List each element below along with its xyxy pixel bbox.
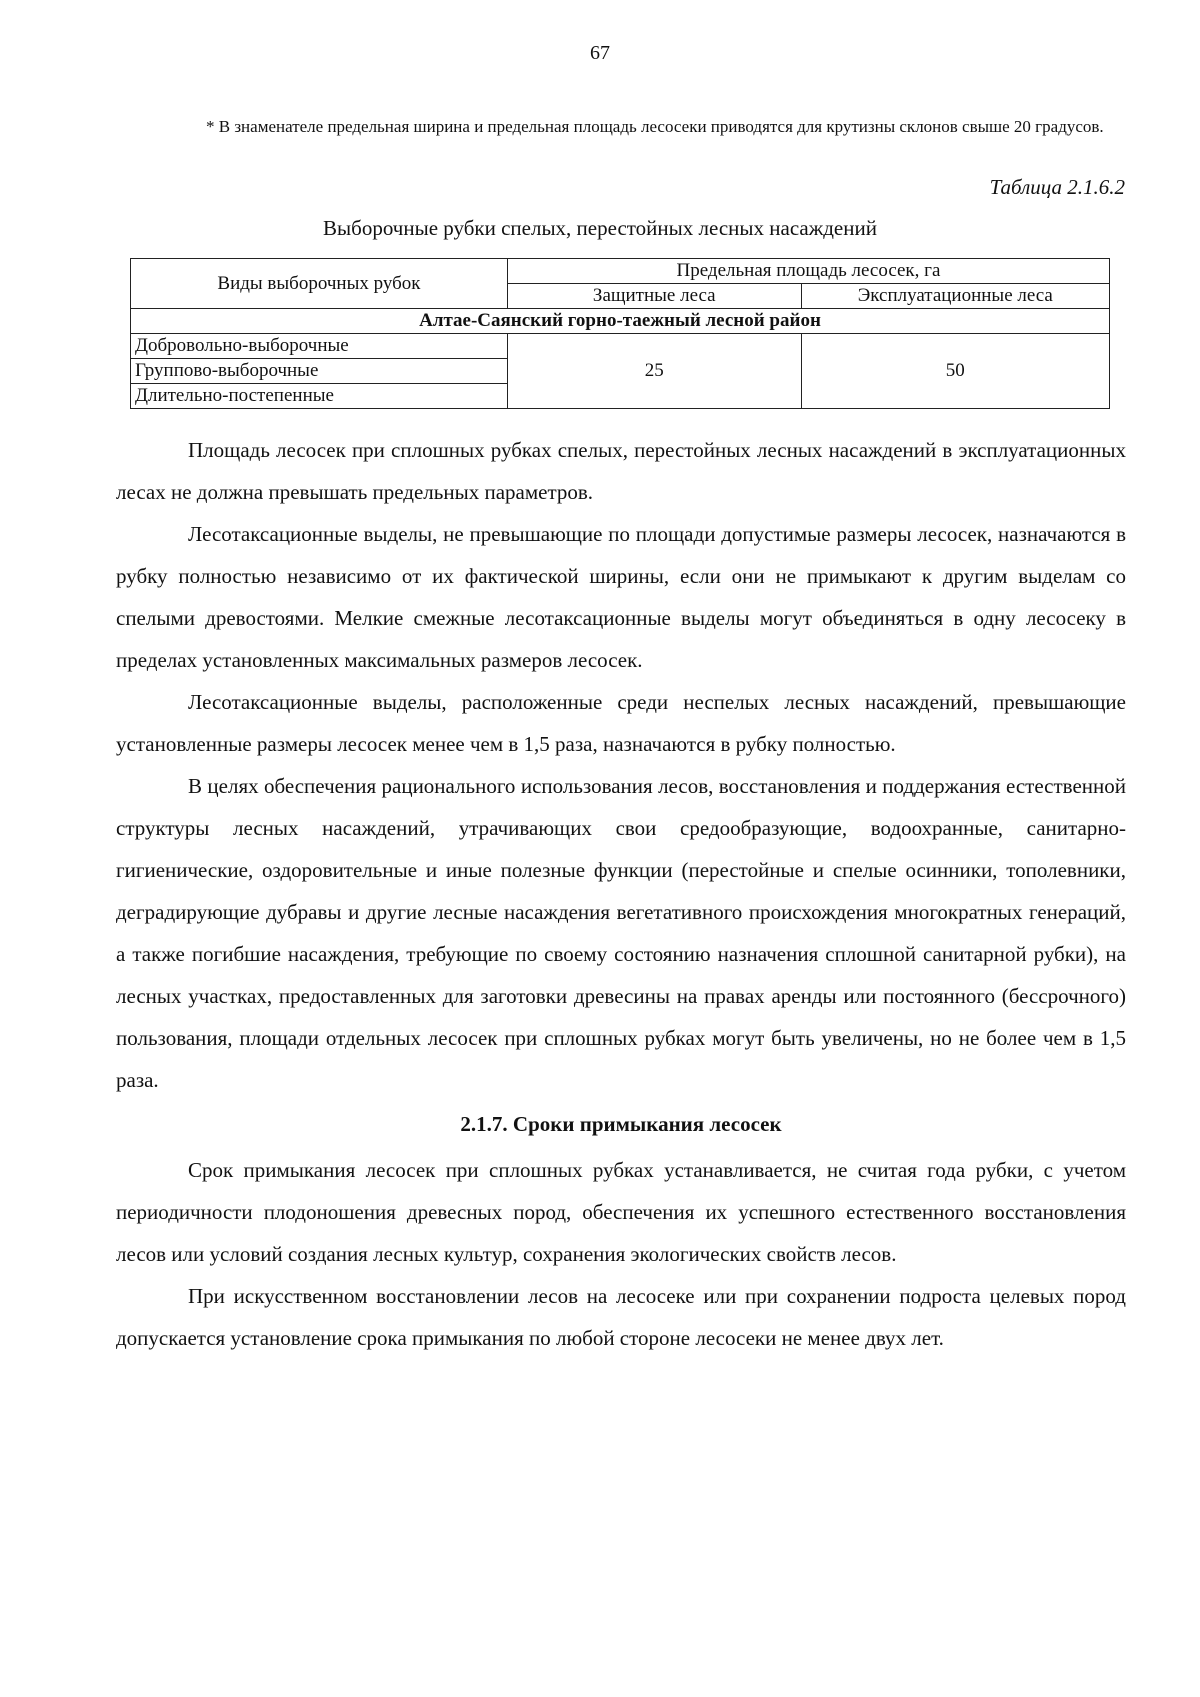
table-label: Таблица 2.1.6.2 [989, 175, 1125, 199]
body-text [116, 429, 1126, 1359]
table-title: Выборочные рубки спелых, перестойных лесных насаждений [323, 216, 877, 240]
paragraph: Лесотаксационные выделы, не превышающие по площади допустимые размеры лесосек, назначаются в рубку полностью независимо от их фактической ширины, если они не примыкают к другим выделам со спелыми древостоями. Мелкие смежные лесотаксационные выделы могут объединяться в одну лесосеку в пределах установленных максимальных размеров лесосек. [116, 522, 1126, 672]
paragraph: Срок примыкания лесосек при сплошных рубках устанавливается, не считая года рубки, с учетом периодичности плодоношения древесных пород, обеспечения их успешного естественного восстановления лесов или условий создания лесных культур, сохранения экологических свойств лесов. [116, 1158, 1126, 1266]
section-heading: 2.1.7. Сроки примыкания лесосек [460, 1112, 782, 1136]
footnote: * В знаменателе предельная ширина и предельная площадь лесосеки приводятся для крутизны склонов свыше 20 градусов. [206, 117, 1104, 136]
cutting-table [130, 258, 1110, 409]
value-protective: 25 [507, 334, 801, 409]
paragraph: При искусственном восстановлении лесов на лесосеке или при сохранении подроста целевых пород допускается установление срока примыкания по любой стороне лесосеки не менее двух лет. [116, 1284, 1126, 1350]
table-row-label: Длительно-постепенные [131, 384, 508, 409]
page-number: 67 [590, 42, 610, 64]
header-protective-forests: Защитные леса [507, 284, 801, 309]
region-row: Алтае-Саянский горно-таежный лесной район [131, 309, 1110, 334]
paragraph: В целях обеспечения рационального использования лесов, восстановления и поддержания естественной структуры лесных насаждений, утрачивающих свои средообразующие, водоохранные, санитарно-гигиенические, оздоровительные и иные полезные функции (перестойные и спелые осинники, тополевники, деградирующие дубравы и другие лесные насаждения вегетативного происхождения многократных генераций, а также погибшие насаждения, требующие по своему состоянию назначения сплошной санитарной рубки), на лесных участках, предоставленных для заготовки древесины на правах аренды или постоянного (бессрочного) пользования, площади отдельных лесосек при сплошных рубках могут быть увеличены, но не более чем в 1,5 раза. [116, 774, 1126, 1092]
value-exploitation: 50 [801, 334, 1109, 409]
table-row-label: Добровольно-выборочные [131, 334, 508, 359]
header-cut-types: Виды выборочных рубок [131, 259, 508, 309]
paragraph: Площадь лесосек при сплошных рубках спелых, перестойных лесных насаждений в эксплуатационных лесах не должна превышать предельных параметров. [116, 438, 1126, 504]
header-max-area: Предельная площадь лесосек, га [507, 259, 1109, 284]
table-row-label: Группово-выборочные [131, 359, 508, 384]
paragraph: Лесотаксационные выделы, расположенные среди неспелых лесных насаждений, превышающие установленные размеры лесосек менее чем в 1,5 раза, назначаются в рубку полностью. [116, 690, 1126, 756]
header-exploitation-forests: Эксплуатационные леса [801, 284, 1109, 309]
